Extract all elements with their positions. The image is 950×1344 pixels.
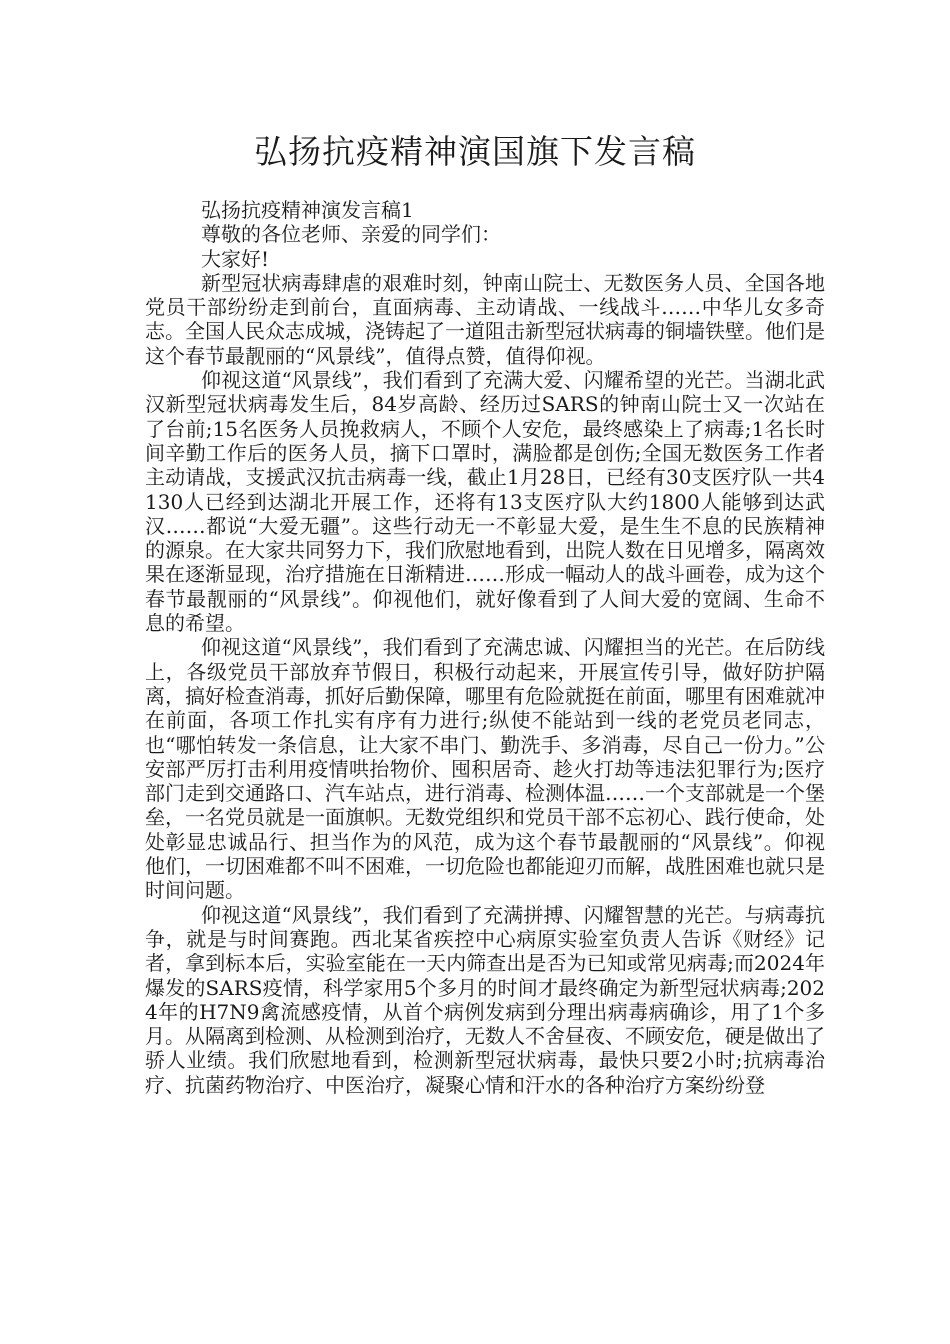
paragraph: 新型冠状病毒肆虐的艰难时刻，钟南山院士、无数医务人员、全国各地党员干部纷纷走到前台，直面病毒、主动请战、一线战斗……中华儿女多奇志。全国人民众志成城，浇铸起了一道阻击新型冠状病毒的铜墙铁壁。他们是这个春节最靓丽的“风景线”，值得点赞，值得仰视。 [145, 270, 825, 368]
salutation: 尊敬的各位老师、亲爱的同学们： [201, 222, 501, 247]
document-subtitle: 弘扬抗疫精神演发言稿1 [201, 198, 414, 222]
document-title: 弘扬抗疫精神演国旗下发言稿 [254, 132, 696, 171]
paragraph: 仰视这道“风景线”，我们看到了充满大爱、闪耀希望的光芒。当湖北武汉新型冠状病毒发生后，84岁高龄、经历过SARS的钟南山院士又一次站在了台前;15名医务人员挽救病人，不顾个人安危，最终感染上了病毒;1名长时间辛勤工作后的医务人员，摘下口罩时，满脸都是创伤;全国无数医务工作者主动请战，支援武汉抗击病毒一线，截止1月28日，已经有30支医疗队一共4130人已经到达湖北开展工作，还将有13支医疗队大约1800人能够到达武汉……都说“大爱无疆”。这些行动无一不彰显大爱，是生生不息的民族精神的源泉。在大家共同努力下，我们欣慰地看到，出院人数在日见增多，隔离效果在逐渐显现，治疗措施在日渐精进……形成一幅动人的战斗画卷，成为这个春节最靓丽的“风景线”。仰视他们，就好像看到了人间大爱的宽阔、生命不息的希望。 [145, 368, 825, 636]
paragraph: 仰视这道“风景线”，我们看到了充满忠诚、闪耀担当的光芒。在后防线上，各级党员干部放弃节假日，积极行动起来，开展宣传引导，做好防护隔离，搞好检查消毒，抓好后勤保障，哪里有危险就挺在前面，哪里有困难就冲在前面，各项工作扎实有序有力进行;纵使不能站到一线的老党员老同志，也“哪怕转发一条信息，让大家不串门、勤洗手、多消毒，尽自己一份力。”公安部严厉打击利用疫情哄抬物价、囤积居奇、趁火打劫等违法犯罪行为;医疗部门走到交通路口、汽车站点，进行消毒、检测体温……一个支部就是一个堡垒，一名党员就是一面旗帜。无数党组织和党员干部不忘初心、践行使命，处处彰显忠诚品行、担当作为的风范，成为这个春节最靓丽的“风景线”。仰视他们，一切困难都不叫不困难，一切危险也都能迎刃而解，战胜困难也就只是时间问题。 [145, 635, 825, 903]
greeting: 大家好! [201, 246, 270, 271]
document-body [145, 198, 825, 1097]
paragraph: 仰视这道“风景线”，我们看到了充满拼搏、闪耀智慧的光芒。与病毒抗争，就是与时间赛跑。西北某省疾控中心病原实验室负责人告诉《财经》记者，拿到标本后，实验室能在一天内筛查出是否为已知或常见病毒;而2024年爆发的SARS疫情，科学家用5个多月的时间才最终确定为新型冠状病毒;2024年的H7N9禽流感疫情，从首个病例发病到分理出病毒病确诊，用了1个多月。从隔离到检测、从检测到治疗，无数人不舍昼夜、不顾安危，硬是做出了骄人业绩。我们欣慰地看到，检测新型冠状病毒，最快只要2小时;抗病毒治疗、抗菌药物治疗、中医治疗，凝聚心情和汗水的各种治疗方案纷纷登 [145, 902, 825, 1097]
